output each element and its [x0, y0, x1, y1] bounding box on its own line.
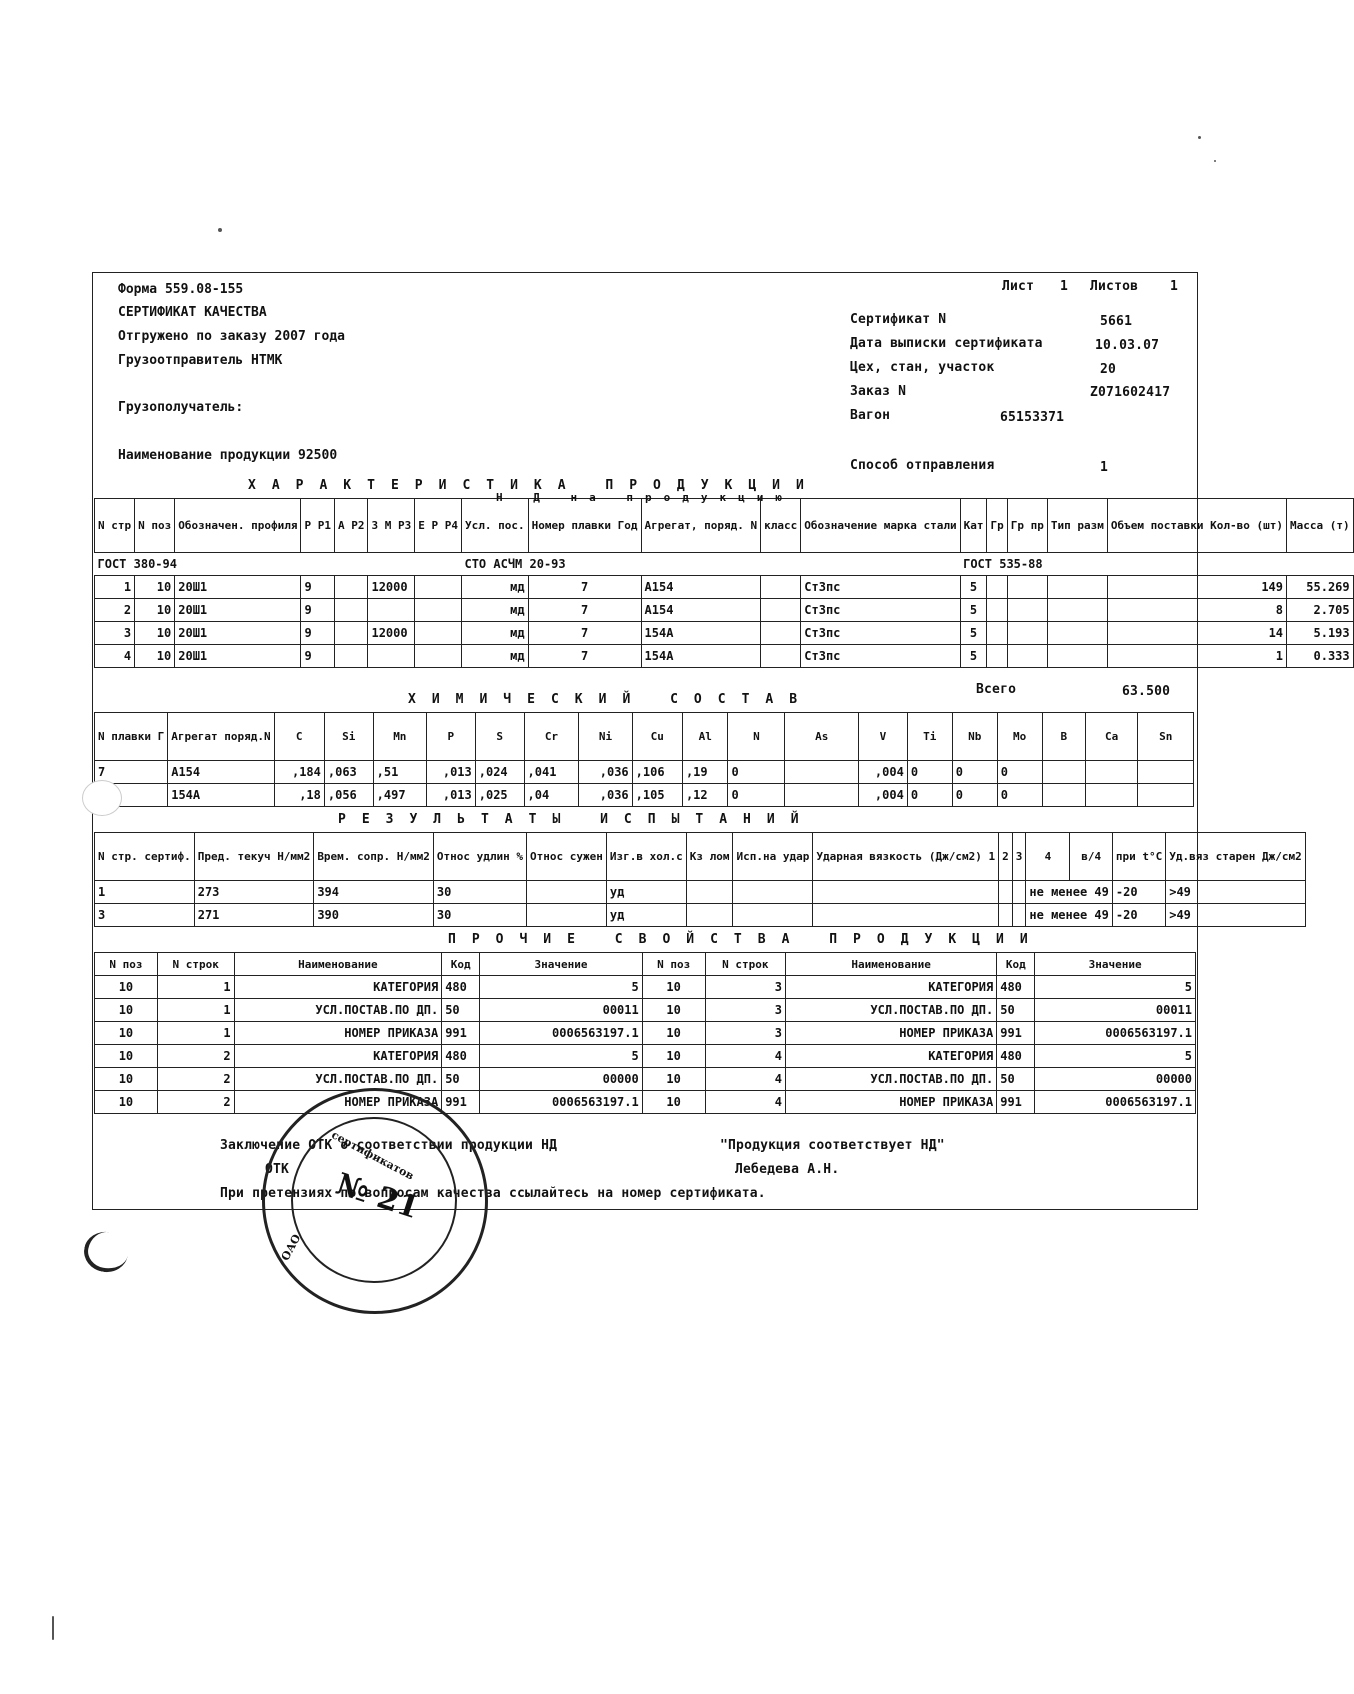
stamp-number: № 21 [331, 1166, 424, 1227]
col-header: N стр. сертиф. [95, 833, 195, 881]
col-header: Наименование [785, 953, 996, 976]
col-header: Исп.на удар [733, 833, 813, 881]
document-title: СЕРТИФИКАТ КАЧЕСТВА [118, 305, 267, 320]
col-header: C [274, 713, 324, 761]
stamp-text-left: ОАО [278, 1232, 304, 1263]
table-row: 3 271 390 30 уд не менее 49 -20 >49 [95, 904, 1306, 927]
col-header: Относ удлин % [433, 833, 526, 881]
col-header: Кз лом [686, 833, 733, 881]
col-header: Si [324, 713, 373, 761]
table-row: 7 А154 ,184 ,063 ,51 ,013 ,024 ,041 ,036 ,106 ,19 0 ,004 0 0 0 [95, 761, 1194, 784]
shipped-line: Отгружено по заказу 2007 года [118, 329, 345, 344]
col-header: Р Р1 [301, 499, 335, 553]
ship-method-value: 1 [1100, 460, 1109, 475]
characteristics-title: ХАРАКТЕРИСТИКА ПРОДУКЦИИ [248, 478, 820, 493]
col-header: 2 [999, 833, 1013, 881]
otk-label: ОТК [265, 1162, 290, 1177]
col-header: А Р2 [334, 499, 368, 553]
col-header: Гр пр [1007, 499, 1047, 553]
col-header: Объем поставки Кол-во (шт) [1107, 499, 1286, 553]
col-header: Значение [1035, 953, 1196, 976]
col-header: Номер плавки Год [528, 499, 641, 553]
col-header: Пред. текуч Н/мм2 [194, 833, 314, 881]
table-row: 10 2 УСЛ.ПОСТАВ.ПО ДП. 50 00000 10 4 УСЛ.ПОСТАВ.ПО ДП. 50 00000 [95, 1068, 1196, 1091]
col-header: 3 [1012, 833, 1026, 881]
col-header: Код [997, 953, 1035, 976]
scan-speck [218, 228, 222, 232]
order-label: Заказ N [850, 384, 907, 399]
col-header: при t°C [1112, 833, 1165, 881]
col-header: Усл. пос. [461, 499, 528, 553]
table-row: 1 273 394 30 уд не менее 49 -20 >49 [95, 881, 1306, 904]
conformity-line: "Продукция соответствует НД" [720, 1138, 945, 1153]
table-row: 4 10 20Ш1 9 мд 7 154А Ст3пс 5 1 0.333 [95, 645, 1354, 668]
sheets-number: 1 [1170, 279, 1179, 294]
col-header: Изг.в хол.с [606, 833, 686, 881]
col-header: N плавки Г [95, 713, 168, 761]
other-title: ПРОЧИЕ СВОЙСТВА ПРОДУКЦИИ [448, 932, 1044, 947]
form-number: Форма 559.08-155 [118, 282, 244, 297]
tests-title: РЕЗУЛЬТАТЫ ИСПЫТАНИЙ [338, 812, 815, 827]
col-header: N [728, 713, 785, 761]
standard-3: ГОСТ 535-88 [963, 557, 1043, 571]
table-row: 3 10 20Ш1 9 12000 мд 7 154А Ст3пс 5 14 5.193 [95, 622, 1354, 645]
date-label: Дата выписки сертификата [850, 336, 1043, 351]
col-header: в/4 [1070, 833, 1112, 881]
col-header: Cr [524, 713, 579, 761]
product-name-line: Наименование продукции 92500 [118, 448, 338, 463]
col-header: Наименование [234, 953, 442, 976]
col-header: Mn [373, 713, 426, 761]
round-stamp [262, 1088, 488, 1314]
col-header: З М Р3 [368, 499, 415, 553]
standard-2: СТО АСЧМ 20-93 [464, 557, 566, 571]
col-header: N поз [135, 499, 175, 553]
col-header: V [859, 713, 908, 761]
sheets-label: Листов [1090, 279, 1139, 294]
punch-hole [82, 780, 122, 816]
sheet-label: Лист [1002, 279, 1035, 294]
wagon-value: 65153371 [1000, 410, 1065, 425]
col-header: Значение [480, 953, 642, 976]
col-header: Обозначен. профиля [175, 499, 301, 553]
col-header: Обозначение марка стали [801, 499, 960, 553]
col-header: Код [442, 953, 480, 976]
col-header: N строк [157, 953, 234, 976]
standard-1: ГОСТ 380-94 [97, 557, 177, 571]
col-header: Масса (т) [1287, 499, 1354, 553]
date-value: 10.03.07 [1095, 338, 1160, 353]
conclusion-line: Заключение ОТК о соответствии продукции НД [220, 1138, 558, 1153]
col-header: Ca [1085, 713, 1137, 761]
table-row: 10 1 УСЛ.ПОСТАВ.ПО ДП. 50 00011 10 3 УСЛ.ПОСТАВ.ПО ДП. 50 00011 [95, 999, 1196, 1022]
ship-method-label: Способ отправления [850, 458, 995, 473]
shipper-line: Грузоотправитель НТМК [118, 353, 283, 368]
table-row: 10 1 КАТЕГОРИЯ 480 5 10 3 КАТЕГОРИЯ 480 5 [95, 976, 1196, 999]
col-header: Ударная вязкость (Дж/см2) 1 [813, 833, 999, 881]
sheet-number: 1 [1060, 279, 1069, 294]
col-header: S [475, 713, 524, 761]
table-row: 10 1 НОМЕР ПРИКАЗА 991 0006563197.1 10 3 НОМЕР ПРИКАЗА 991 0006563197.1 [95, 1022, 1196, 1045]
table-row: 10 2 КАТЕГОРИЯ 480 5 10 4 КАТЕГОРИЯ 480 5 [95, 1045, 1196, 1068]
scan-speck [1214, 160, 1216, 162]
cert-label: Сертификат N [850, 312, 947, 327]
col-header: N поз [95, 953, 158, 976]
claims-note: При претензиях по вопросам качества ссылайтесь на номер сертификата. [220, 1186, 766, 1201]
consignee-line: Грузополучатель: [118, 400, 244, 415]
wagon-label: Вагон [850, 408, 891, 423]
total-label: Всего [976, 682, 1017, 697]
col-header: 4 [1026, 833, 1070, 881]
col-header: N строк [705, 953, 785, 976]
col-header: Cu [632, 713, 682, 761]
scan-hole-mark [81, 1228, 131, 1275]
stamp-text-top: сертификатов [329, 1128, 417, 1183]
table-row: 2 10 20Ш1 9 мд 7 А154 Ст3пс 5 8 2.705 [95, 599, 1354, 622]
table-row: 1 10 20Ш1 9 12000 мд 7 А154 Ст3пс 5 149 55.269 [95, 576, 1354, 599]
other-properties-table [94, 952, 1196, 1114]
shop-value: 20 [1100, 362, 1117, 377]
col-header: Относ сужен [527, 833, 607, 881]
col-header: Nb [952, 713, 997, 761]
col-header: Агрегат, поряд. N [641, 499, 761, 553]
col-header: класс [761, 499, 801, 553]
col-header: Sn [1138, 713, 1194, 761]
scan-speck [1198, 136, 1201, 139]
total-value: 63.500 [1122, 684, 1171, 699]
order-value: Z071602417 [1090, 385, 1171, 400]
cert-value: 5661 [1100, 314, 1133, 329]
characteristics-table [94, 498, 1354, 668]
col-header: Ni [579, 713, 632, 761]
table-row: 10 2 НОМЕР ПРИКАЗА 991 0006563197.1 10 4 НОМЕР ПРИКАЗА 991 0006563197.1 [95, 1091, 1196, 1114]
col-header: N поз [642, 953, 705, 976]
shop-label: Цех, стан, участок [850, 360, 995, 375]
col-header: B [1042, 713, 1085, 761]
col-header: N стр [95, 499, 135, 553]
col-header: Агрегат поряд.N [168, 713, 274, 761]
col-header: Тип разм [1047, 499, 1107, 553]
col-header: Врем. сопр. Н/мм2 [314, 833, 434, 881]
chemistry-title: ХИМИЧЕСКИЙ СОСТАВ [408, 692, 814, 707]
signer-name: Лебедева А.Н. [735, 1162, 840, 1177]
col-header: As [785, 713, 859, 761]
col-header: Mo [997, 713, 1042, 761]
col-header: Е Р Р4 [415, 499, 462, 553]
table-row: 154А ,18 ,056 ,497 ,013 ,025 ,04 ,036 ,105 ,12 0 ,004 0 0 0 [95, 784, 1194, 807]
col-header: Ti [907, 713, 952, 761]
col-header: Al [682, 713, 728, 761]
col-header: Гр [987, 499, 1007, 553]
scan-speck [52, 1616, 54, 1640]
col-header: Уд.вяз старен Дж/см2 [1166, 833, 1305, 881]
chemistry-table [94, 712, 1194, 807]
col-header: Кат [960, 499, 987, 553]
tests-table [94, 832, 1306, 927]
col-header: P [426, 713, 475, 761]
nd-header: Н Д на продукцию [496, 491, 794, 504]
